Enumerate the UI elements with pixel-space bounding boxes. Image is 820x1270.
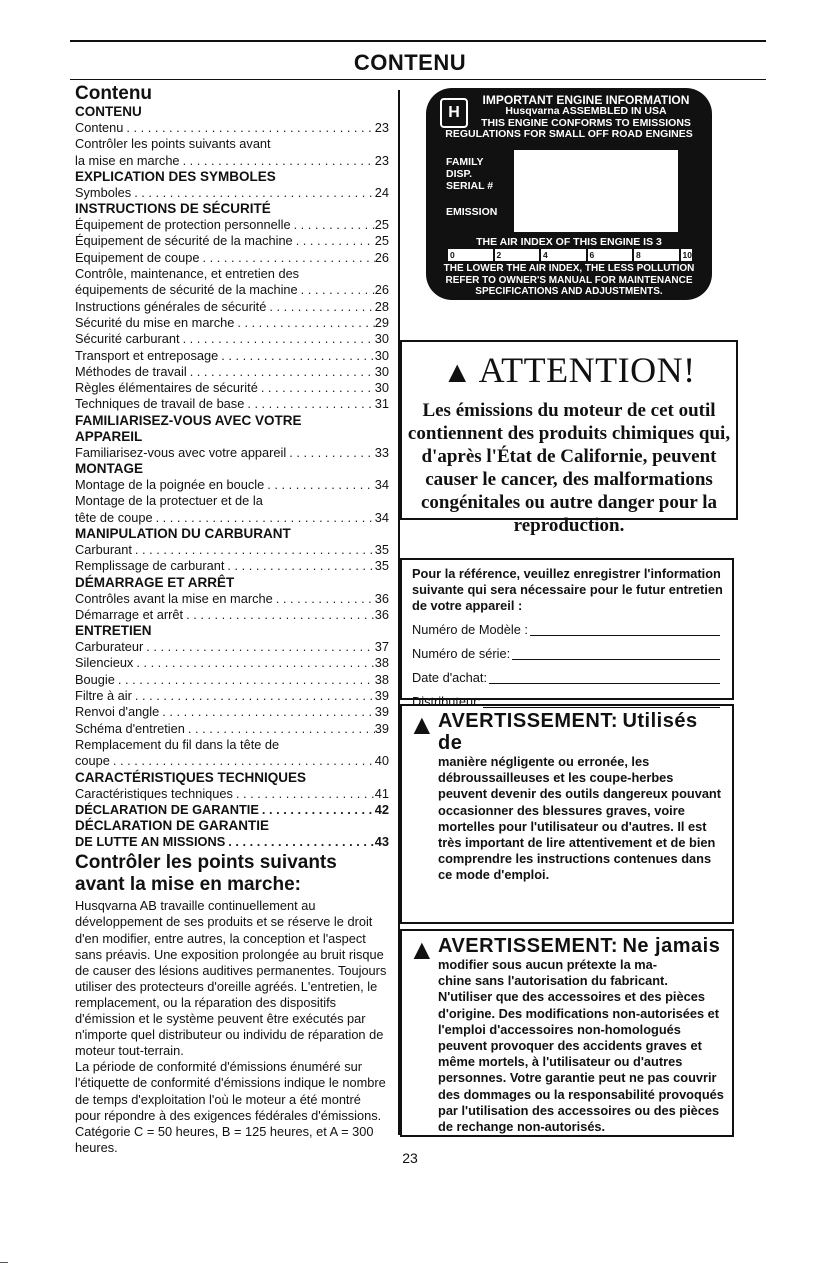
emission-label bbox=[426, 88, 712, 300]
toc-leader-dots bbox=[110, 753, 375, 769]
toc-leader-dots bbox=[224, 558, 374, 574]
toc-leader-dots bbox=[244, 396, 374, 412]
toc-entry-page: 33 bbox=[374, 444, 389, 460]
toc-entry bbox=[75, 721, 389, 737]
toc-entry bbox=[75, 299, 389, 315]
warning-2-lead: Ne jamais bbox=[622, 935, 721, 957]
serial-number-blank[interactable] bbox=[512, 646, 720, 660]
toc-heading: Contenu bbox=[75, 83, 153, 104]
toc-section-heading: MANIPULATION DU CARBURANT bbox=[75, 525, 291, 541]
toc-entry-page: 39 bbox=[374, 720, 389, 736]
serial-label: SERIAL # bbox=[446, 180, 494, 192]
toc-entry-title: Filtre à air bbox=[75, 688, 132, 704]
scale-tick: 0 bbox=[446, 249, 455, 261]
toc-entry bbox=[75, 315, 389, 331]
purchase-date-blank[interactable] bbox=[489, 670, 720, 684]
toc-entry-title: Silencieux bbox=[75, 655, 134, 671]
toc-section-heading: EXPLICATION DES SYMBOLES bbox=[75, 168, 276, 184]
attention-title: ATTENTION! bbox=[478, 350, 696, 390]
scale-tick: 2 bbox=[493, 249, 502, 261]
model-number-field bbox=[412, 622, 724, 638]
toc-entry bbox=[75, 510, 389, 526]
toc-entry bbox=[75, 591, 389, 607]
scale-tick: 10 bbox=[679, 249, 692, 261]
toc-leader-dots bbox=[185, 721, 375, 737]
warning-box-1 bbox=[400, 704, 734, 924]
toc-entry-page: 23 bbox=[374, 152, 389, 168]
dealer-label: Distributeur: bbox=[412, 694, 481, 709]
warning-1-line-1: manière négligente ou erronée, les bbox=[438, 754, 650, 769]
purchase-date-label: Date d'achat: bbox=[412, 670, 488, 685]
toc-entry bbox=[75, 250, 389, 266]
toc-entry-page: 30 bbox=[374, 347, 389, 363]
toc-leader-dots bbox=[298, 282, 375, 298]
model-number-blank[interactable] bbox=[530, 622, 720, 636]
toc-entry bbox=[75, 120, 389, 136]
emission-footer-1: THE LOWER THE AIR INDEX, THE LESS POLLUTION bbox=[443, 263, 695, 274]
toc-leader-dots bbox=[123, 120, 374, 136]
toc-leader-dots bbox=[115, 672, 375, 688]
toc-entry bbox=[75, 217, 389, 233]
toc-leader-dots bbox=[218, 348, 375, 364]
toc-leader-dots bbox=[286, 445, 375, 461]
toc-entry-title: coupe bbox=[75, 753, 110, 769]
air-index-scale bbox=[446, 249, 692, 261]
toc-leader-dots bbox=[143, 639, 374, 655]
warning-1-title: AVERTISSEMENT: bbox=[438, 710, 618, 732]
toc-leader-dots bbox=[187, 364, 375, 380]
toc-entry-title: la mise en marche bbox=[75, 152, 180, 168]
toc-section-heading: CARACTÉRISTIQUES TECHNIQUES bbox=[75, 769, 307, 785]
toc-entry bbox=[75, 380, 389, 396]
attention-body: Les émissions du moteur de cet outil contiennent des produits chimiques qui, d'après l'État de Californie, peuvent causer le cancer, des malformations congénitales ou autre danger pour la reproduction. bbox=[407, 400, 731, 536]
toc-entry-page: 23 bbox=[374, 120, 389, 135]
toc-entry-title: DE LUTTE AN MISSIONS bbox=[75, 834, 226, 850]
toc-entry-page: 26 bbox=[374, 249, 389, 265]
disp-label: DISP. bbox=[446, 168, 473, 180]
emission-line-2: Husqvarna ASSEMBLED IN USA bbox=[505, 105, 667, 117]
toc-entry-page: 30 bbox=[374, 363, 389, 379]
toc-entry bbox=[75, 233, 389, 249]
toc-entry-title: Equipement de coupe bbox=[75, 249, 200, 265]
title-rule bbox=[70, 79, 766, 80]
intro-paragraph-2: La période de conformité d'émissions énuméré sur l'étiquette de conformité d'émissions indique le nombre de temps d'exploitation l'où le moteur a été montré pour répondre à des exigences fédérales d'émissions. Catégorie C = 50 heures, B = 125 heures, et A = 300 heures. bbox=[75, 1059, 386, 1155]
toc-entry-title: Techniques de travail de base bbox=[75, 396, 245, 412]
toc-entry-page: 41 bbox=[374, 785, 389, 801]
toc-entry-page: 34 bbox=[374, 477, 389, 493]
reference-text: Pour la référence, veuillez enregistrer l'information suivante qui sera nécessaire pour le futur entretien de votre appareil : bbox=[412, 566, 723, 613]
toc-entry bbox=[75, 607, 389, 623]
husqvarna-logo-icon: H bbox=[440, 98, 468, 128]
toc-leader-dots bbox=[200, 250, 375, 266]
toc-entry-page: 31 bbox=[374, 396, 389, 412]
toc-leader-dots bbox=[293, 233, 375, 249]
toc-entry-title: Montage de la poignée en boucle bbox=[75, 477, 265, 493]
toc-entry-page: 30 bbox=[374, 380, 389, 396]
emission-line-3: THIS ENGINE CONFORMS TO EMISSIONS bbox=[481, 116, 691, 129]
toc-leader-dots bbox=[183, 607, 375, 623]
toc-entry bbox=[75, 185, 389, 201]
toc-entry bbox=[75, 753, 389, 769]
toc-entry-page: 39 bbox=[374, 688, 389, 704]
toc-leader-dots bbox=[259, 802, 375, 818]
serial-number-field bbox=[412, 646, 724, 662]
emission-line-4: REGULATIONS FOR SMALL OFF ROAD ENGINES bbox=[445, 128, 693, 140]
toc-entry-title: Symboles bbox=[75, 184, 132, 200]
toc-entry-page: 25 bbox=[374, 233, 389, 249]
intro-paragraph-1: Husqvarna AB travaille continuellement au développement de ses produits et se réserve le droit d'en modifier, entre autres, la conception et l'aspect sans préavis. Une exposition prolongée au bruit risque de causer des lésions auditives permanentes. Toujours utiliser des protecteurs d'oreille agréés. L'entretien, le remplacement, ou la réparation des dispositifs d'émission et le système peuvent être exécutés par n'importe quel distributeur ou individu de réparation de moteur tout-terrain. bbox=[75, 898, 387, 1059]
toc-entry-title: Équipement de protection personnelle bbox=[75, 217, 291, 233]
emission-footer-3: SPECIFICATIONS AND ADJUSTMENTS. bbox=[475, 286, 663, 297]
toc-entry-page: 35 bbox=[374, 541, 389, 557]
toc-entry-title: Bougie bbox=[75, 671, 115, 687]
warning-1-head bbox=[408, 710, 724, 770]
toc-section-heading: DÉMARRAGE ET ARRÊT bbox=[75, 574, 235, 590]
toc-leader-dots bbox=[233, 786, 375, 802]
toc-entry-page: 40 bbox=[374, 753, 389, 769]
toc-entry-page: 36 bbox=[374, 590, 389, 606]
toc-entry-title: Équipement de sécurité de la machine bbox=[75, 233, 293, 249]
toc-leader-dots bbox=[264, 477, 375, 493]
toc-leader-dots bbox=[159, 704, 375, 720]
emission-footer bbox=[432, 263, 706, 298]
page-title: CONTENU bbox=[353, 50, 467, 75]
toc-entry-title: Renvoi d'angle bbox=[75, 704, 160, 720]
toc-entry-title: Contrôles avant la mise en marche bbox=[75, 590, 273, 606]
toc-entry-title: équipements de sécurité de la machine bbox=[75, 282, 298, 298]
emission-footer-2: REFER TO OWNER'S MANUAL FOR MAINTENANCE bbox=[445, 274, 693, 286]
toc-entry-page: 38 bbox=[374, 671, 389, 687]
purchase-date-field bbox=[412, 670, 724, 686]
toc-entry bbox=[75, 639, 389, 655]
model-number-label: Numéro de Modèle : bbox=[412, 622, 528, 637]
toc-section-heading: CONTENU bbox=[75, 104, 142, 119]
warning-triangle-icon: ▲ bbox=[408, 709, 436, 740]
toc-entry-title: Remplissage de carburant bbox=[75, 558, 225, 574]
toc-entry bbox=[75, 348, 389, 364]
toc-entry bbox=[75, 786, 389, 802]
toc-entry bbox=[75, 802, 389, 818]
warning-1-body: débroussailleuses et les coupe-herbes peuvent devenir des outils dangereux pouvant occasionner des blessures graves, voire mortelles pour l'utilisateur ou d'autres. Il est très important de lire attentivement et de bien comprendre les instructions contenues dans ce mode d'emploi. bbox=[438, 770, 722, 883]
toc-entry bbox=[75, 153, 389, 169]
toc-entry-page: 34 bbox=[374, 509, 389, 525]
attention-box bbox=[400, 340, 738, 536]
toc-leader-dots bbox=[266, 299, 374, 315]
toc-leader-dots bbox=[234, 315, 374, 331]
toc-entry-page: 25 bbox=[374, 217, 389, 233]
toc-entry-page: 30 bbox=[374, 331, 389, 347]
toc-entry bbox=[75, 396, 389, 412]
toc-entry bbox=[75, 834, 389, 850]
warning-triangle-icon: ▲ bbox=[408, 934, 436, 965]
attention-title-row bbox=[402, 350, 736, 393]
toc-entry-title: Carburateur bbox=[75, 639, 144, 655]
toc-entry-text: Contrôler les points suivants avant bbox=[75, 136, 271, 152]
toc-entry-page: 36 bbox=[374, 606, 389, 622]
toc-entry bbox=[75, 364, 389, 380]
toc-entry-page: 35 bbox=[374, 558, 389, 574]
air-index-title: THE AIR INDEX OF THIS ENGINE IS 3 bbox=[476, 236, 662, 248]
toc-leader-dots bbox=[273, 591, 375, 607]
toc-entry-page: 28 bbox=[374, 298, 389, 314]
toc-section-heading: INSTRUCTIONS DE SÉCURITÉ bbox=[75, 201, 271, 217]
margin-mark bbox=[0, 1262, 8, 1263]
emission-field-label: EMISSION bbox=[446, 206, 498, 218]
toc-entry-page: 24 bbox=[374, 184, 389, 200]
toc-entry-title: DÉCLARATION DE GARANTIE bbox=[75, 801, 259, 817]
toc-leader-dots bbox=[225, 834, 375, 850]
toc-entry-title: Méthodes de travail bbox=[75, 363, 187, 379]
toc-entry bbox=[75, 477, 389, 493]
toc-entry-title: Démarrage et arrêt bbox=[75, 606, 184, 622]
toc-leader-dots bbox=[180, 331, 375, 347]
warning-triangle-icon: ▲ bbox=[442, 356, 473, 389]
toc-entry-title: Schéma d'entretien bbox=[75, 720, 185, 736]
toc-entry-page: 38 bbox=[374, 655, 389, 671]
toc-entry-title: Sécurité carburant bbox=[75, 331, 180, 347]
toc-leader-dots bbox=[180, 153, 375, 169]
intro-heading: Contrôler les points suivants avant la mise en marche: bbox=[75, 852, 337, 896]
toc-entry-title: Contenu bbox=[75, 120, 124, 135]
toc-leader-dots bbox=[258, 380, 375, 396]
emission-blank-box bbox=[514, 150, 678, 232]
toc-entry-page: 26 bbox=[374, 282, 389, 298]
emission-field-labels bbox=[446, 156, 497, 218]
toc-section-heading: ENTRETIEN bbox=[75, 623, 152, 639]
toc-entry-page: 43 bbox=[374, 834, 389, 850]
family-label: FAMILY bbox=[446, 156, 484, 168]
toc-entry-text: Remplacement du fil dans la tête de bbox=[75, 736, 280, 752]
toc-section-heading: MONTAGE bbox=[75, 461, 143, 477]
toc-entry-text: Montage de la protectuer et de la bbox=[75, 493, 263, 509]
top-rule bbox=[70, 40, 766, 42]
warning-1-lead: Utilisés de bbox=[438, 710, 698, 754]
toc-entry-page: 37 bbox=[374, 639, 389, 655]
warning-2-line-1: modifier sous aucun prétexte la ma- bbox=[438, 957, 658, 972]
emission-header bbox=[445, 93, 706, 141]
warning-box-2 bbox=[400, 929, 734, 1137]
toc-entry-title: Règles élémentaires de sécurité bbox=[75, 380, 258, 396]
toc-entry-title: Instructions générales de sécurité bbox=[75, 298, 267, 314]
toc-section-heading: APPAREIL bbox=[75, 428, 143, 444]
toc-entry bbox=[75, 688, 389, 704]
toc-entry-page: 42 bbox=[374, 801, 389, 817]
toc-leader-dots bbox=[133, 655, 374, 671]
toc-entry bbox=[75, 445, 389, 461]
toc-entry-title: Familiarisez-vous avec votre appareil bbox=[75, 444, 287, 460]
emission-line-1: IMPORTANT ENGINE INFORMATION bbox=[482, 93, 690, 107]
toc-entry-title: Transport et entreposage bbox=[75, 347, 219, 363]
warning-2-head bbox=[408, 935, 724, 973]
toc-entry-page: 29 bbox=[374, 314, 389, 330]
toc-entry bbox=[75, 704, 389, 720]
toc-entry-text: Contrôle, maintenance, et entretien des bbox=[75, 266, 300, 282]
toc-entry bbox=[75, 558, 389, 574]
toc-entry bbox=[75, 282, 389, 298]
scale-tick: 6 bbox=[586, 249, 595, 261]
table-of-contents bbox=[75, 104, 389, 850]
toc-leader-dots bbox=[132, 688, 375, 704]
reference-box bbox=[400, 558, 734, 709]
toc-leader-dots bbox=[131, 185, 375, 201]
serial-number-label: Numéro de série: bbox=[412, 646, 511, 661]
toc-entry bbox=[75, 542, 389, 558]
toc-entry bbox=[75, 331, 389, 347]
toc-leader-dots bbox=[132, 542, 375, 558]
toc-entry bbox=[75, 672, 389, 688]
toc-entry-page: 39 bbox=[374, 704, 389, 720]
warning-2-title: AVERTISSEMENT: bbox=[438, 935, 618, 957]
warning-2-body: chine sans l'autorisation du fabricant. N'utiliser que des accessoires et des pièces d'origine. Des modifications non-autorisées et l'emploi d'accessoires non-homologués peuvent provoquer des accidents graves et même mortels, à l'utilisateur ou d'autres personnes. Votre garantie peut ne pas couvrir des dommages ou la responsabilité provoqués par l'utilisation des accessoires ou des pièces de rechange non-autorisés. bbox=[438, 973, 724, 1135]
page-number: 23 bbox=[402, 1150, 418, 1166]
toc-entry bbox=[75, 655, 389, 671]
left-column bbox=[75, 84, 389, 1156]
scale-tick: 8 bbox=[632, 249, 641, 261]
toc-section-heading: FAMILIARISEZ-VOUS AVEC VOTRE bbox=[75, 412, 302, 428]
toc-entry-title: Caractéristiques techniques bbox=[75, 785, 233, 801]
scale-tick: 4 bbox=[539, 249, 548, 261]
toc-entry-title: tête de coupe bbox=[75, 509, 153, 525]
toc-entry-title: Carburant bbox=[75, 541, 132, 557]
toc-leader-dots bbox=[153, 510, 375, 526]
toc-entry-title: Sécurité du mise en marche bbox=[75, 314, 235, 330]
toc-leader-dots bbox=[291, 217, 375, 233]
toc-section-heading: DÉCLARATION DE GARANTIE bbox=[75, 818, 269, 834]
